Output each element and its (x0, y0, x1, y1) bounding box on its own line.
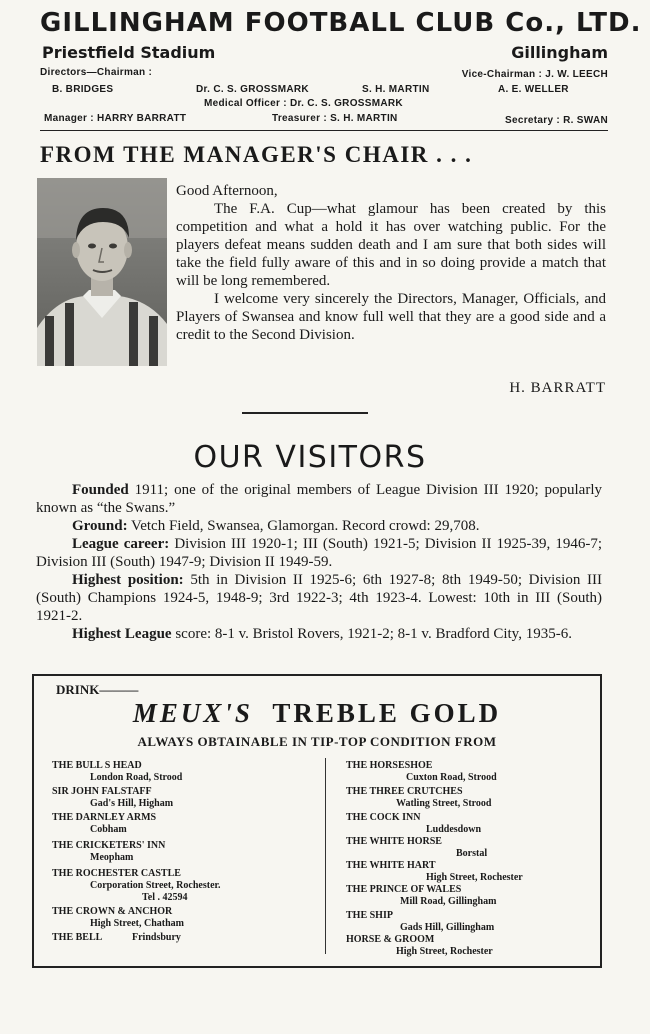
pub-telephone: Tel . 42594 (142, 892, 188, 903)
pub-name: SIR JOHN FALSTAFF (52, 786, 152, 797)
pub-name: THE BULL S HEAD (52, 760, 142, 771)
brand-name: MEUX'S (132, 698, 253, 728)
manager-line: Manager : HARRY BARRATT (44, 113, 187, 124)
managers-letter (176, 182, 606, 344)
highest-position-text: 5th in Division II 1925-6; 6th 1927-8; 8th 1949-50; Division III (South) Champions 1924-5, 1948-9; 3rd 1922-3; 4th 1923-4. Lowest: 10th in III (South) 1921-2. (36, 572, 602, 624)
pub-entry (52, 840, 165, 864)
pub-entry (52, 932, 181, 944)
ground-label: Ground: (72, 518, 128, 534)
pub-name: THE SHIP (346, 910, 393, 921)
pub-entry (346, 786, 491, 810)
pub-name: THE COCK INN (346, 812, 421, 823)
pub-address: Corporation Street, Rochester. (90, 880, 221, 891)
letter-paragraph-2: I welcome very sincerely the Directors, Manager, Officials, and Players of Swansea and know full well that they are a good side and a credit to the Second Division. (176, 291, 606, 343)
pub-address: Frindsbury (132, 932, 181, 943)
pub-address: High Street, Rochester (426, 872, 523, 883)
product-name: TREBLE GOLD (272, 698, 502, 728)
director-grossmark: Dr. C. S. GROSSMARK (196, 84, 309, 95)
pub-address: High Street, Rochester (396, 946, 493, 957)
highest-score-paragraph (36, 625, 602, 643)
treble-gold-advert (32, 674, 602, 968)
pub-address: Mill Road, Gillingham (400, 896, 497, 907)
pub-address: Gad's Hill, Higham (90, 798, 174, 809)
highest-position-label: Highest position: (72, 572, 184, 588)
pub-name: THE CRICKETERS' INN (52, 840, 166, 851)
section-divider (242, 412, 368, 414)
letter-greeting: Good Afternoon, (176, 183, 278, 199)
pub-name: THE WHITE HORSE (346, 836, 442, 847)
pub-address: Luddesdown (426, 824, 482, 835)
director-bridges: B. BRIDGES (52, 84, 114, 95)
pub-entry (52, 906, 184, 930)
pub-entry (346, 860, 523, 884)
town-name: Gillingham (511, 43, 608, 62)
career-paragraph (36, 535, 602, 571)
pub-address: London Road, Strood (90, 772, 183, 783)
column-divider (325, 758, 326, 954)
pub-name: THE CROWN & ANCHOR (52, 906, 173, 917)
pub-name: THE BELL (52, 932, 103, 943)
letter-paragraph-1: The F.A. Cup—what glamour has been created by this competition and what a hold it has over watching public. For the players defeat means sudden death and I am sure that both sides will take the field fully aware of this and in so doing provide a match that will be long remembered. (176, 201, 606, 289)
managers-chair-title: FROM THE MANAGER'S CHAIR . . . (40, 142, 473, 167)
advert-headline (34, 698, 600, 729)
highest-score-label: Highest League (72, 626, 172, 642)
secretary-line: Secretary : R. SWAN (505, 115, 608, 126)
club-name: GILLINGHAM FOOTBALL CLUB Co., LTD. (40, 8, 642, 38)
career-text: Division III 1920-1; III (South) 1921-5; Division II 1925-39, 1946-7; Division III (South) 1947-9; Division II 1949-59. (36, 536, 602, 570)
pub-entry (52, 812, 156, 836)
our-visitors-title: OUR VISITORS (193, 440, 427, 475)
highest-score-text: score: 8-1 v. Bristol Rovers, 1921-2; 8-1 v. Bradford City, 1935-6. (171, 626, 572, 642)
ground-paragraph (36, 517, 602, 535)
founded-label: Founded (72, 482, 129, 498)
founded-text: 1911; one of the original members of League Division III 1920; popularly known as “the Swans.” (36, 482, 602, 516)
pub-name: THE ROCHESTER CASTLE (52, 868, 181, 879)
pub-address: Watling Street, Strood (396, 798, 492, 809)
pub-name: THE WHITE HART (346, 860, 436, 871)
pub-address: Cobham (90, 824, 127, 835)
highest-position-paragraph (36, 571, 602, 625)
directors-chairman-label: Directors—Chairman : (40, 67, 153, 78)
letter-signature: H. BARRATT (509, 380, 606, 396)
ground-text: Vetch Field, Swansea, Glamorgan. Record crowd: 29,708. (127, 518, 480, 534)
medical-officer: Medical Officer : Dr. C. S. GROSSMARK (204, 98, 403, 109)
pub-name: THE DARNLEY ARMS (52, 812, 157, 823)
pub-entry (52, 786, 173, 810)
career-label: League career: (72, 536, 170, 552)
pub-entry (52, 760, 182, 784)
pub-address: High Street, Chatham (90, 918, 184, 929)
pub-address: Gads Hill, Gillingham (400, 922, 495, 933)
pub-name: THE PRINCE OF WALES (346, 884, 462, 895)
director-martin: S. H. MARTIN (362, 84, 430, 95)
pub-entry (346, 910, 494, 934)
pub-address: Cuxton Road, Strood (406, 772, 497, 783)
pub-entry (346, 884, 496, 908)
pub-address: Borstal (456, 848, 488, 859)
drink-label: DRINK——— (56, 682, 139, 697)
pub-entry (346, 934, 493, 958)
header-divider (40, 130, 608, 131)
treasurer-line: Treasurer : S. H. MARTIN (272, 113, 398, 124)
availability-tagline: ALWAYS OBTAINABLE IN TIP-TOP CONDITION FROM (137, 734, 497, 749)
pub-name: HORSE & GROOM (346, 934, 435, 945)
pub-entry (346, 836, 487, 860)
director-weller: A. E. WELLER (498, 84, 569, 95)
pub-name: THE HORSESHOE (346, 760, 433, 771)
visitors-profile (36, 481, 602, 643)
founded-paragraph (36, 481, 602, 517)
stadium-name: Priestfield Stadium (42, 43, 216, 62)
pub-name: THE THREE CRUTCHES (346, 786, 463, 797)
pub-address: Meopham (90, 852, 134, 863)
pub-entry (346, 760, 497, 784)
pub-entry (346, 812, 481, 836)
vice-chairman: Vice-Chairman : J. W. LEECH (461, 69, 608, 80)
pub-entry (52, 868, 221, 904)
manager-photo (37, 178, 167, 366)
